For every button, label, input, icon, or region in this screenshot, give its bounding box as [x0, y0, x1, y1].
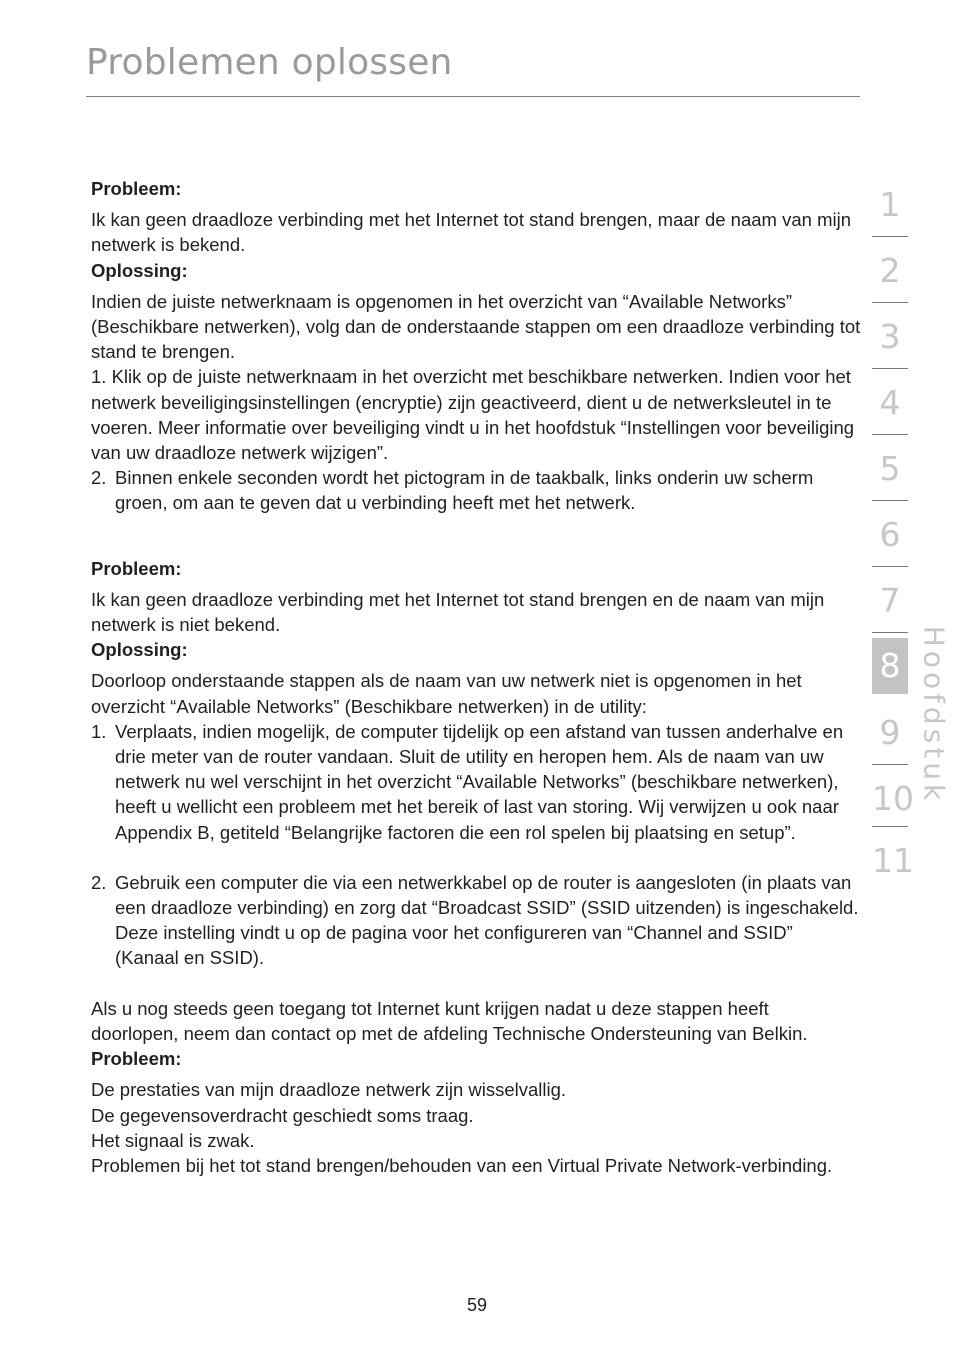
chapter-2[interactable]: 2: [879, 251, 901, 290]
problem-label: Probleem:: [91, 1048, 182, 1070]
chapter-6[interactable]: 6: [879, 515, 901, 554]
step-number: 1.: [91, 720, 107, 742]
chapter-divider: [872, 302, 908, 303]
chapter-5[interactable]: 5: [879, 449, 901, 488]
chapter-divider: [872, 434, 908, 435]
solution-step-1: 1. Klik op de juiste netwerknaam in het overzicht met beschikbare netwerken. Indien voor het netwerk beveiligingsinstellingen (encryptie) zijn geactiveerd, dient u de netwerksleutel in te voeren. Meer informatie over beveiliging vindt u in het hoofdstuk “Instellingen voor beveiliging van uw draadloze netwerk wijzigen”.: [91, 366, 855, 464]
closing-note: Als u nog steeds geen toegang tot Internet kunt krijgen nadat u deze stappen heeft doorlopen, neem dan contact op met de afdeling Technische Ondersteuning van Belkin.: [91, 997, 808, 1044]
solution-label: Oplossing:: [91, 259, 188, 281]
solution-intro: Doorloop onderstaande stappen als de naam van uw netwerk niet is opgenomen in het overzicht “Available Networks” (Beschikbare netwerken) in de utility:: [91, 670, 802, 717]
problem-label: Probleem:: [91, 178, 182, 199]
chapter-10[interactable]: 10: [872, 779, 914, 818]
chapter-8-active[interactable]: 8: [872, 638, 908, 694]
chapter-1[interactable]: 1: [879, 185, 901, 224]
title-divider: [86, 96, 860, 97]
chapter-3[interactable]: 3: [879, 317, 901, 356]
solution-step-2: [91, 870, 861, 971]
chapter-4[interactable]: 4: [879, 383, 901, 422]
chapter-9[interactable]: 9: [879, 713, 901, 752]
chapter-divider: [872, 632, 908, 633]
problem-line: Het signaal is zwak.: [91, 1129, 255, 1151]
solution-label: Oplossing:: [91, 639, 188, 661]
step-text: Gebruik een computer die via een netwerkkabel op de router is aangesloten (in plaats van een draadloze verbinding) en zorg dat “Broadcast SSID” (SSID uitzenden) is ingeschakeld. Deze instelling vindt u op de pagina voor het configureren van “Channel and SSID” (Kanaal en SSID).: [115, 871, 859, 969]
problem-line: De prestaties van mijn draadloze netwerk zijn wisselvallig.: [91, 1079, 567, 1101]
main-content: [91, 176, 861, 1178]
step-number: 2.: [91, 467, 107, 489]
step-text: Verplaats, indien mogelijk, de computer tijdelijk op een afstand van tussen anderhalve en drie meter van de router vandaan. Sluit de utility en heropen hem. Als de naam van uw netwerk nu wel verschijnt in het overzicht “Available Networks” (beschikbare netwerken), heeft u wellicht een probleem met het bereik of last van storing. Wij verwijzen u ook naar Appendix B, getiteld “Belangrijke factoren die een rol spelen bij plaatsing en setup”.: [115, 720, 844, 843]
chapter-divider: [872, 236, 908, 237]
chapter-divider: [872, 566, 908, 567]
page-number: 59: [466, 1295, 488, 1315]
page-title: Problemen oplossen: [86, 42, 453, 83]
problem-label: Probleem:: [91, 557, 182, 579]
chapter-label: Hoofdstuk: [917, 625, 951, 805]
solution-intro: Indien de juiste netwerknaam is opgenomen in het overzicht van “Available Networks” (Beschikbare netwerken), volg dan de onderstaande stappen om een draadloze verbinding tot stand te brengen.: [91, 290, 861, 363]
chapter-divider: [872, 368, 908, 369]
chapter-7[interactable]: 7: [879, 581, 901, 620]
problem-text: Ik kan geen draadloze verbinding met het Internet tot stand brengen, maar de naam van mijn netwerk is bekend.: [91, 209, 851, 256]
chapter-11[interactable]: 11: [872, 841, 914, 880]
problem-line: De gegevensoverdracht geschiedt soms traag.: [91, 1104, 474, 1126]
step-text: Binnen enkele seconden wordt het pictogram in de taakbalk, links onderin uw scherm groen, om aan te geven dat u verbinding heeft met het netwerk.: [115, 467, 814, 514]
solution-step-1: [91, 719, 861, 845]
step-number: 2.: [91, 871, 107, 893]
chapter-divider: [872, 764, 908, 765]
chapter-divider: [872, 826, 908, 827]
problem-text: Ik kan geen draadloze verbinding met het Internet tot stand brengen en de naam van mijn netwerk is niet bekend.: [91, 588, 825, 636]
chapter-divider: [872, 500, 908, 501]
solution-step-2: [91, 465, 861, 515]
problem-line: Problemen bij het tot stand brengen/behouden van een Virtual Private Network-verbinding.: [91, 1154, 833, 1176]
